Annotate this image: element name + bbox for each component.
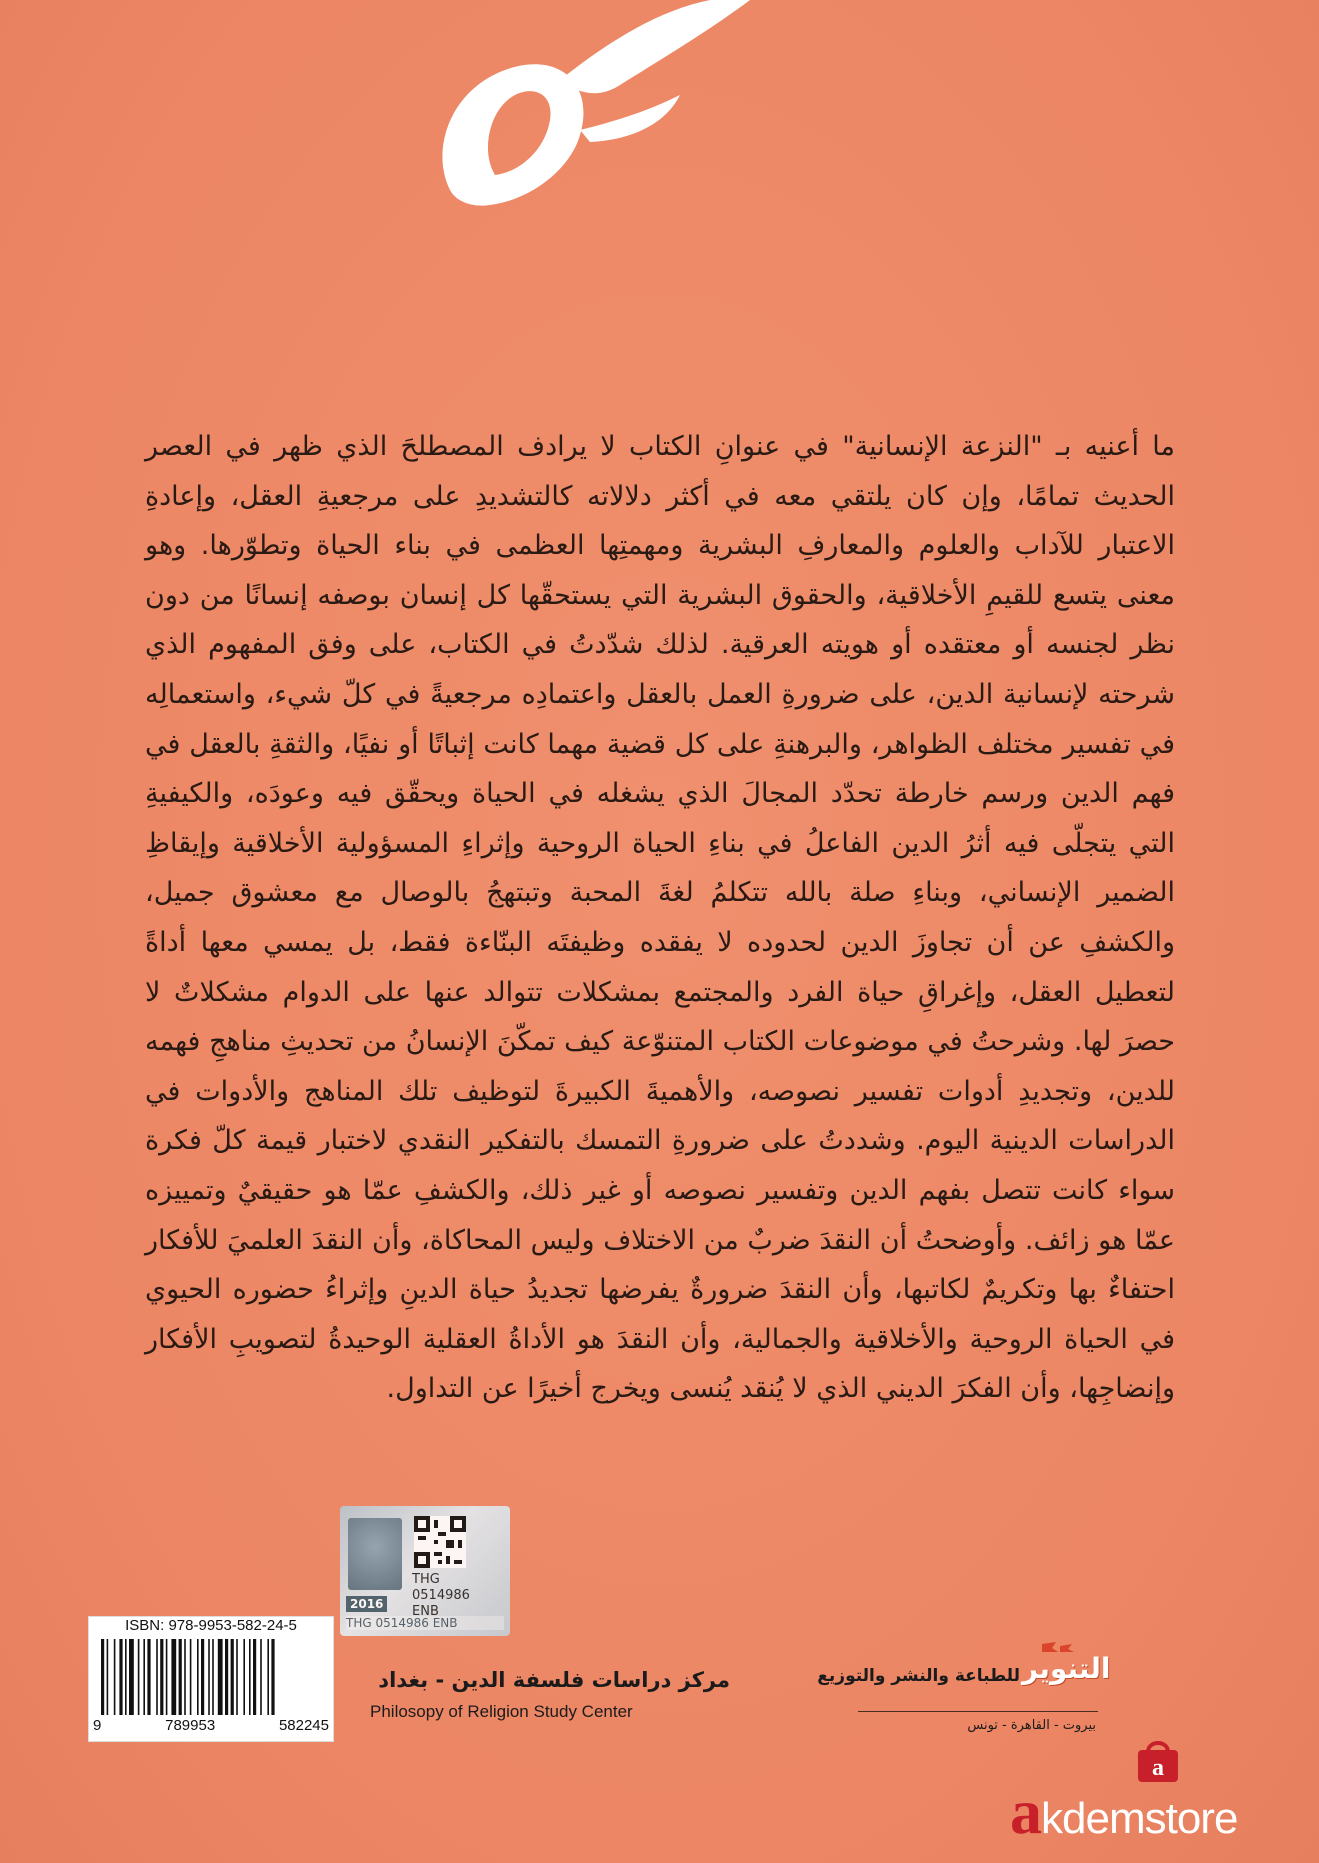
sticker-code-line: 0514986 [412, 1588, 470, 1603]
barcode-bar [236, 1639, 238, 1715]
calligraphy-letter-logo [410, 0, 770, 230]
barcode-digit-lead: 9 [93, 1717, 102, 1734]
study-center-name-en: Philosopy of Religion Study Center [370, 1702, 633, 1721]
sticker-code [412, 1572, 507, 1620]
sticker-year: 2016 [346, 1596, 387, 1612]
store-watermark-first-letter: a [1010, 1776, 1041, 1847]
hologram-emblem [348, 1518, 402, 1590]
barcode-bar [271, 1639, 274, 1715]
barcode-bar [119, 1639, 122, 1715]
barcode-bar [267, 1639, 269, 1715]
barcode-digit-group: 582245 [278, 1717, 329, 1734]
barcode-bar [114, 1639, 116, 1715]
barcode-bar [138, 1639, 140, 1715]
store-watermark [1010, 1776, 1319, 1849]
barcode-bar [171, 1639, 176, 1715]
barcode-bar [129, 1639, 134, 1715]
publisher-logo [1022, 1640, 1111, 1692]
barcode-bar [212, 1639, 214, 1715]
barcode-bar [197, 1639, 199, 1715]
barcode-bar [107, 1639, 109, 1715]
publisher-divider [858, 1711, 1098, 1712]
barcode-bar [243, 1639, 245, 1715]
barcode-bar [143, 1639, 145, 1715]
barcode-bar [160, 1639, 163, 1715]
barcode-bar [156, 1639, 158, 1715]
barcode-bar [125, 1639, 127, 1715]
publisher-tagline: للطباعة والنشر والتوزيع [817, 1666, 1020, 1686]
shopping-bag-icon [1134, 1738, 1182, 1784]
svg-text:a: a [1152, 1755, 1164, 1781]
hologram-sticker [340, 1506, 510, 1636]
barcode-bar [166, 1639, 168, 1715]
barcode-bar [184, 1639, 186, 1715]
publisher-logo-word: التنوير [1022, 1652, 1111, 1685]
barcode-bar [231, 1639, 234, 1715]
back-cover-blurb: ما أعنيه بـ "النزعة الإنسانية" في عنوانِ الكتاب لا يرادف المصطلحَ الذي ظهر في العصر الحديث تمامًا، وإن كان يلتقي معه في أكثر دلالاته كالتشديدِ على مرجعيةِ العقل، وإعادةِ الاعتبار للآداب والعلوم والمعارفِ البشرية ومهمتِها العظمى في بناء الحياة وتطوّرها. وهو معنى يتسع للقيمِ الأخلاقية، والحقوق البشرية التي يستحقّها كل إنسان بوصفه إنسانًا من دون نظر لجنسه أو معتقده أو هويته العرقية. لذلك شدّدتُ في الكتاب، على وفق المفهوم الذي شرحته لإنسانية الدين، على ضرورةِ العمل بالعقل واعتمادِه مرجعيةً في كلّ شيء، واستعمالِه في تفسير مختلف الظواهر، والبرهنةِ على كل قضية مهما كانت إثباتًا أو نفيًا، والثقةِ بالعقل في فهم الدين ورسم خارطة تحدّد المجالَ الذي يشغله في الحياة ويحقّق فيه وعودَه، والكيفيةِ التي يتجلّى فيه أثرُ الدين الفاعلُ في بناءِ الحياة الروحية وإثراءِ المسؤولية الأخلاقية وإيقاظِ الضمير الإنساني، وبناءِ صلة بالله تتكلمُ لغةَ المحبة وتبتهجُ بالوصال مع معشوق جميل، والكشفِ عن أن تجاوزَ الدين لحدوده لا يفقده وظيفتَه البنّاءة فقط، بل يمسي معها أداةً لتعطيل العقل، وإغراقِ حياة الفرد والمجتمع بمشكلات تتوالد عنها على الدوام مشكلاتٌ لا حصرَ لها. وشرحتُ في موضوعات الكتاب المتنوّعة كيف تمكّنَ الإنسانُ من تحديثِ مناهجِ فهمه للدين، وتجديدِ أدوات تفسير نصوصه، والأهميةَ الكبيرةَ لتوظيف تلك المناهج والأدوات في الدراسات الدينية اليوم. وشددتُ على ضرورةِ التمسك بالتفكير النقدي لاختبار قيمة كلّ فكرة سواء كانت تتصل بفهم الدين وتفسير نصوصه أو غير ذلك، والكشفِ عمّا هو حقيقيٌ وتمييزه عمّا هو زائف. وأوضحتُ أن النقدَ ضربٌ من الاختلاف وليس المحاكاة، وأن النقدَ العلميَ للأفكار احتفاءٌ بها وتكريمٌ لكاتبها، وأن النقدَ ضرورةٌ يفرضها تجديدُ حياة الدينِ وإثراءُ حضوره الحيوي في الحياة الروحية والأخلاقية والجمالية، وأن النقدَ هو الأداةُ العقلية الوحيدةُ لتصويبِ الأفكار وإنضاجِها، وأن الفكرَ الديني الذي لا يُنقد يُنسى ويخرج أخيرًا عن التداول. [145, 431, 1175, 1405]
publisher-cities: بيروت - القاهرة - تونس [967, 1718, 1096, 1733]
barcode-bar [179, 1639, 182, 1715]
barcode-bars [97, 1639, 325, 1717]
barcode-bar [101, 1639, 104, 1715]
store-watermark-rest: kdemstore [1041, 1794, 1238, 1843]
barcode-digit-group: 789953 [165, 1717, 216, 1734]
barcode-bar [260, 1639, 262, 1715]
study-center-name-ar: مركز دراسات فلسفة الدين - بغداد [378, 1668, 730, 1692]
sticker-code-line: ENB [412, 1604, 439, 1619]
barcode-bar [147, 1639, 150, 1715]
sticker-code-line: THG [412, 1572, 440, 1587]
barcode-digits [93, 1717, 329, 1734]
barcode-bar [218, 1639, 223, 1715]
sticker-serial: THG 0514986 ENB [346, 1616, 504, 1630]
isbn-label: ISBN: 978-9953-582-24-5 [125, 1617, 297, 1634]
barcode-bar [208, 1639, 210, 1715]
barcode-bar [190, 1639, 192, 1715]
barcode-bar [249, 1639, 251, 1715]
qr-code-icon [414, 1516, 466, 1568]
isbn-barcode [88, 1616, 334, 1742]
barcode-bar [225, 1639, 228, 1715]
barcode-bar [201, 1639, 204, 1715]
barcode-bar [253, 1639, 256, 1715]
